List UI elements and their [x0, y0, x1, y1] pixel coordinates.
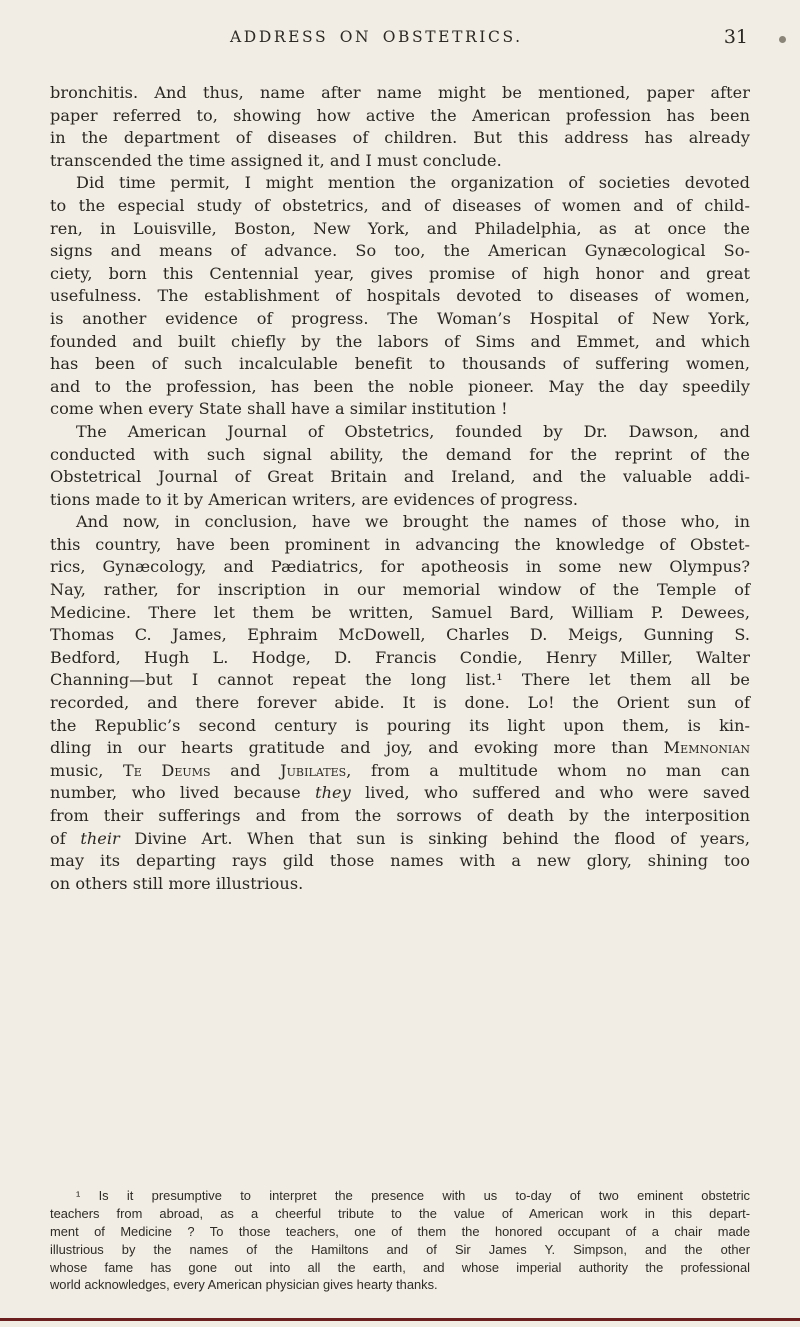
text-line: the Republic’s second century is pouring its light upon them, is kin- [50, 715, 750, 735]
text-line: music, Te Deums and Jubilates, from a multitude whom no man can [50, 760, 750, 780]
text-line: tions made to it by American writers, are evidences of progress. [50, 489, 579, 509]
text-line: this country, have been prominent in advancing the knowledge of Obstet- [50, 534, 750, 554]
footnote-line: world acknowledges, every American physician gives hearty thanks. [50, 1277, 438, 1293]
text-line: may its departing rays gild those names with a new glory, shining too [50, 851, 750, 871]
text-line: has been of such incalculable benefit to thousands of suffering women, [50, 354, 750, 374]
text-line: signs and means of advance. So too, the American Gynæcological So- [50, 241, 750, 261]
footnote [50, 1187, 750, 1294]
ink-spot [779, 36, 786, 43]
footnote-line: ¹ Is it presumptive to interpret the presence with us to-day of two eminent obstetric [76, 1188, 750, 1203]
text-line: number, who lived because they lived, who suffered and who were saved [50, 783, 751, 803]
text-line: conducted with such signal ability, the demand for the reprint of the [50, 444, 750, 464]
footnote-line: illustrious by the names of the Hamiltons and of Sir James Y. Simpson, and the other [50, 1241, 750, 1257]
page-number: 31 [723, 26, 748, 48]
footnote-line: ment of Medicine ? To those teachers, one of them the honored occupant of a chair made [50, 1223, 750, 1239]
text-line: Thomas C. James, Ephraim McDowell, Charles D. Meigs, Gunning S. [50, 625, 750, 645]
text-line: to the especial study of obstetrics, and of diseases of women and of child- [50, 195, 750, 215]
text-line: Nay, rather, for inscription in our memorial window of the Temple of [50, 580, 750, 600]
text-line: transcended the time assigned it, and I must conclude. [50, 150, 502, 170]
text-line: ciety, born this Centennial year, gives promise of high honor and great [50, 263, 750, 283]
text-line: founded and built chiefly by the labors of Sims and Emmet, and which [50, 331, 750, 351]
text-line: Bedford, Hugh L. Hodge, D. Francis Condie, Henry Miller, Walter [50, 647, 750, 667]
text-line: come when every State shall have a similar institution ! [50, 399, 508, 419]
text-line: usefulness. The establishment of hospitals devoted to diseases of women, [50, 286, 750, 306]
text-line: Obstetrical Journal of Great Britain and Ireland, and the valuable addi- [50, 467, 750, 487]
text-line: Channing—but I cannot repeat the long list.¹ There let them all be [50, 670, 750, 690]
text-line: of their Divine Art. When that sun is sinking behind the flood of years, [50, 828, 750, 848]
text-line: in the department of diseases of children. But this address has already [50, 128, 750, 148]
body-text [50, 82, 750, 895]
footnote-line: teachers from abroad, as a cheerful tribute to the value of American work in this depart- [50, 1205, 750, 1221]
text-line: ren, in Louisville, Boston, New York, and Philadelphia, as at once the [50, 218, 750, 238]
text-line: dling in our hearts gratitude and joy, and evoking more than Memnonian [50, 738, 750, 758]
page-header [0, 28, 800, 58]
running-head: ADDRESS ON OBSTETRICS. [230, 28, 523, 46]
text-line: paper referred to, showing how active the American profession has been [50, 105, 750, 125]
text-line: on others still more illustrious. [50, 873, 304, 893]
text-line: Medicine. There let them be written, Samuel Bard, William P. Dewees, [50, 602, 750, 622]
text-line: And now, in conclusion, have we brought the names of those who, in [76, 512, 750, 532]
text-line: Did time permit, I might mention the organization of societies devoted [76, 173, 750, 193]
text-line: from their sufferings and from the sorrows of death by the interposition [50, 806, 750, 825]
footnote-line: whose fame has gone out into all the earth, and whose imperial authority the professional [50, 1259, 750, 1275]
text-line: bronchitis. And thus, name after name might be mentioned, paper after [50, 83, 750, 102]
text-line: The American Journal of Obstetrics, founded by Dr. Dawson, and [76, 421, 750, 441]
text-line: is another evidence of progress. The Woman’s Hospital of New York, [50, 308, 750, 328]
text-line: rics, Gynæcology, and Pædiatrics, for apotheosis in some new Olympus? [50, 557, 750, 577]
text-line: recorded, and there forever abide. It is done. Lo! the Orient sun of [50, 693, 750, 713]
bottom-edge-rule [0, 1318, 800, 1321]
text-line: and to the profession, has been the noble pioneer. May the day speedily [50, 376, 750, 396]
